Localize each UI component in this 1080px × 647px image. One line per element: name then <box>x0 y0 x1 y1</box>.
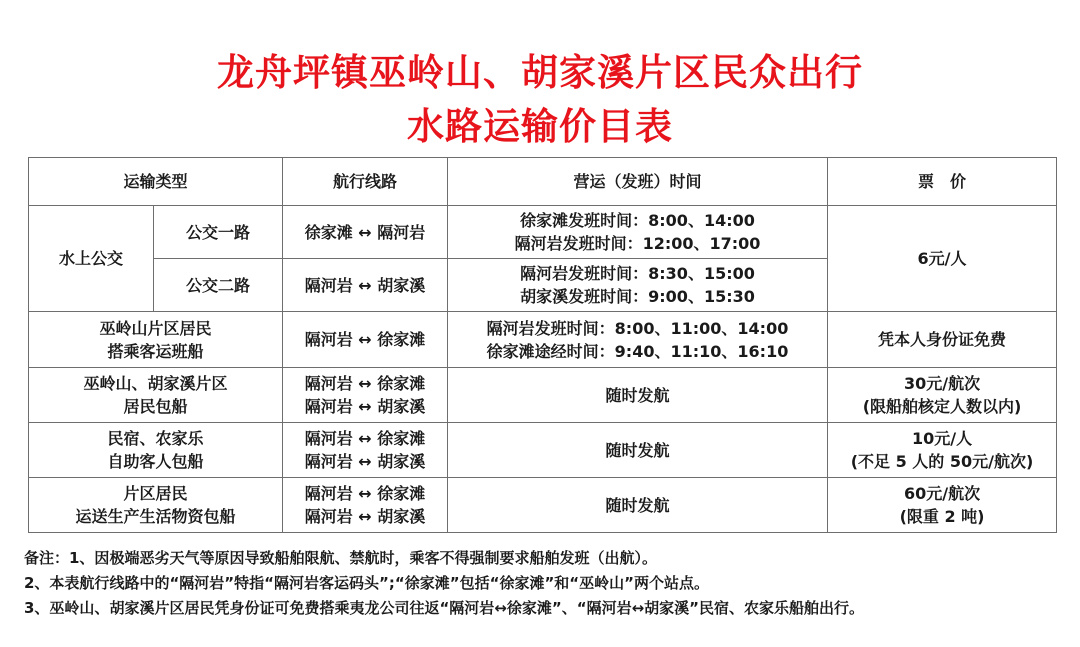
time-line: 随时发航 <box>605 385 670 405</box>
header-type: 运输类型 <box>29 158 283 206</box>
header-route: 航行线路 <box>283 158 448 206</box>
note-line: 备注：1、因极端恶劣天气等原因导致船舶限航、禁航时，乘客不得强制要求船舶发班（出航）。 <box>24 549 657 567</box>
header-time: 营运（发班）时间 <box>448 158 828 206</box>
bus-route-times <box>448 259 828 312</box>
header-row <box>29 158 1057 206</box>
bus-route-path: 隔河岩 ↔ 胡家溪 <box>283 259 448 312</box>
time-line: 随时发航 <box>605 495 670 515</box>
type-line: 搭乘客运班船 <box>107 341 204 361</box>
price-line: (不足 5 人的 50元/航次) <box>850 452 1034 471</box>
route-line: 隔河岩 ↔ 徐家滩 <box>304 429 426 448</box>
route-cell <box>283 368 448 423</box>
type-line: 片区居民 <box>123 484 188 503</box>
price-cell <box>828 423 1057 478</box>
bus-route-times <box>448 206 828 259</box>
time-cell <box>448 478 828 533</box>
table-row <box>29 206 1057 259</box>
route-line: 隔河岩 ↔ 徐家滩 <box>304 330 426 349</box>
notes <box>24 546 1064 621</box>
type-line: 居民包船 <box>123 397 188 416</box>
time-line: 徐家滩途经时间：9:40、11:10、16:10 <box>486 341 789 361</box>
price-line: (限船舶核定人数以内) <box>862 397 1022 416</box>
time-cell <box>448 312 828 368</box>
price-cell <box>828 478 1057 533</box>
price-line: (限重 2 吨) <box>899 507 985 526</box>
time-line: 隔河岩发班时间：8:30、15:00 <box>520 264 755 283</box>
type-line: 巫岭山、胡家溪片区 <box>83 374 228 393</box>
title-line-1: 龙舟坪镇巫岭山、胡家溪片区民众出行 <box>217 51 863 94</box>
price-line: 30元/航次 <box>903 374 981 393</box>
transport-type <box>29 312 283 368</box>
transport-type <box>29 478 283 533</box>
note-line: 3、巫岭山、胡家溪片区居民凭身份证可免费搭乘夷龙公司往返“隔河岩↔徐家滩”、“隔河岩↔胡家溪”民宿、农家乐船舶出行。 <box>24 599 865 617</box>
table-row <box>29 368 1057 423</box>
time-line: 胡家溪发班时间：9:00、15:30 <box>520 287 755 306</box>
title-line-2: 水路运输价目表 <box>407 105 673 148</box>
time-line: 隔河岩发班时间：8:00、11:00、14:00 <box>486 318 789 338</box>
type-line: 民宿、农家乐 <box>107 429 204 448</box>
time-line: 徐家滩发班时间：8:00、14:00 <box>520 211 755 230</box>
table-row <box>29 312 1057 368</box>
bus-price: 6元/人 <box>828 206 1057 312</box>
time-line: 隔河岩发班时间：12:00、17:00 <box>514 234 761 253</box>
bus-route-path: 徐家滩 ↔ 隔河岩 <box>283 206 448 259</box>
price-table <box>28 157 1057 533</box>
price-line: 凭本人身份证免费 <box>878 330 1007 349</box>
route-line: 隔河岩 ↔ 徐家滩 <box>304 484 426 503</box>
price-cell <box>828 312 1057 368</box>
time-cell <box>448 368 828 423</box>
price-line: 10元/人 <box>911 429 973 448</box>
time-cell <box>448 423 828 478</box>
type-line: 巫岭山片区居民 <box>99 318 212 338</box>
price-line: 60元/航次 <box>903 484 981 503</box>
bus-route-name: 公交二路 <box>154 259 283 312</box>
bus-route-name: 公交一路 <box>154 206 283 259</box>
price-cell <box>828 368 1057 423</box>
transport-type <box>29 423 283 478</box>
route-line: 隔河岩 ↔ 胡家溪 <box>304 452 426 471</box>
table-row <box>29 423 1057 478</box>
header-price: 票 价 <box>828 158 1057 206</box>
note-line: 2、本表航行线路中的“隔河岩”特指“隔河岩客运码头”;“徐家滩”包括“徐家滩”和“巫岭山”两个站点。 <box>24 574 710 592</box>
table-row <box>29 478 1057 533</box>
type-line: 运送生产生活物资包船 <box>75 507 236 526</box>
bus-group-label: 水上公交 <box>29 206 154 312</box>
transport-type <box>29 368 283 423</box>
route-line: 隔河岩 ↔ 胡家溪 <box>304 507 426 526</box>
time-line: 随时发航 <box>605 440 670 460</box>
type-line: 自助客人包船 <box>107 452 204 471</box>
route-line: 隔河岩 ↔ 胡家溪 <box>304 397 426 416</box>
route-cell <box>283 312 448 368</box>
route-line: 隔河岩 ↔ 徐家滩 <box>304 374 426 393</box>
route-cell <box>283 423 448 478</box>
route-cell <box>283 478 448 533</box>
